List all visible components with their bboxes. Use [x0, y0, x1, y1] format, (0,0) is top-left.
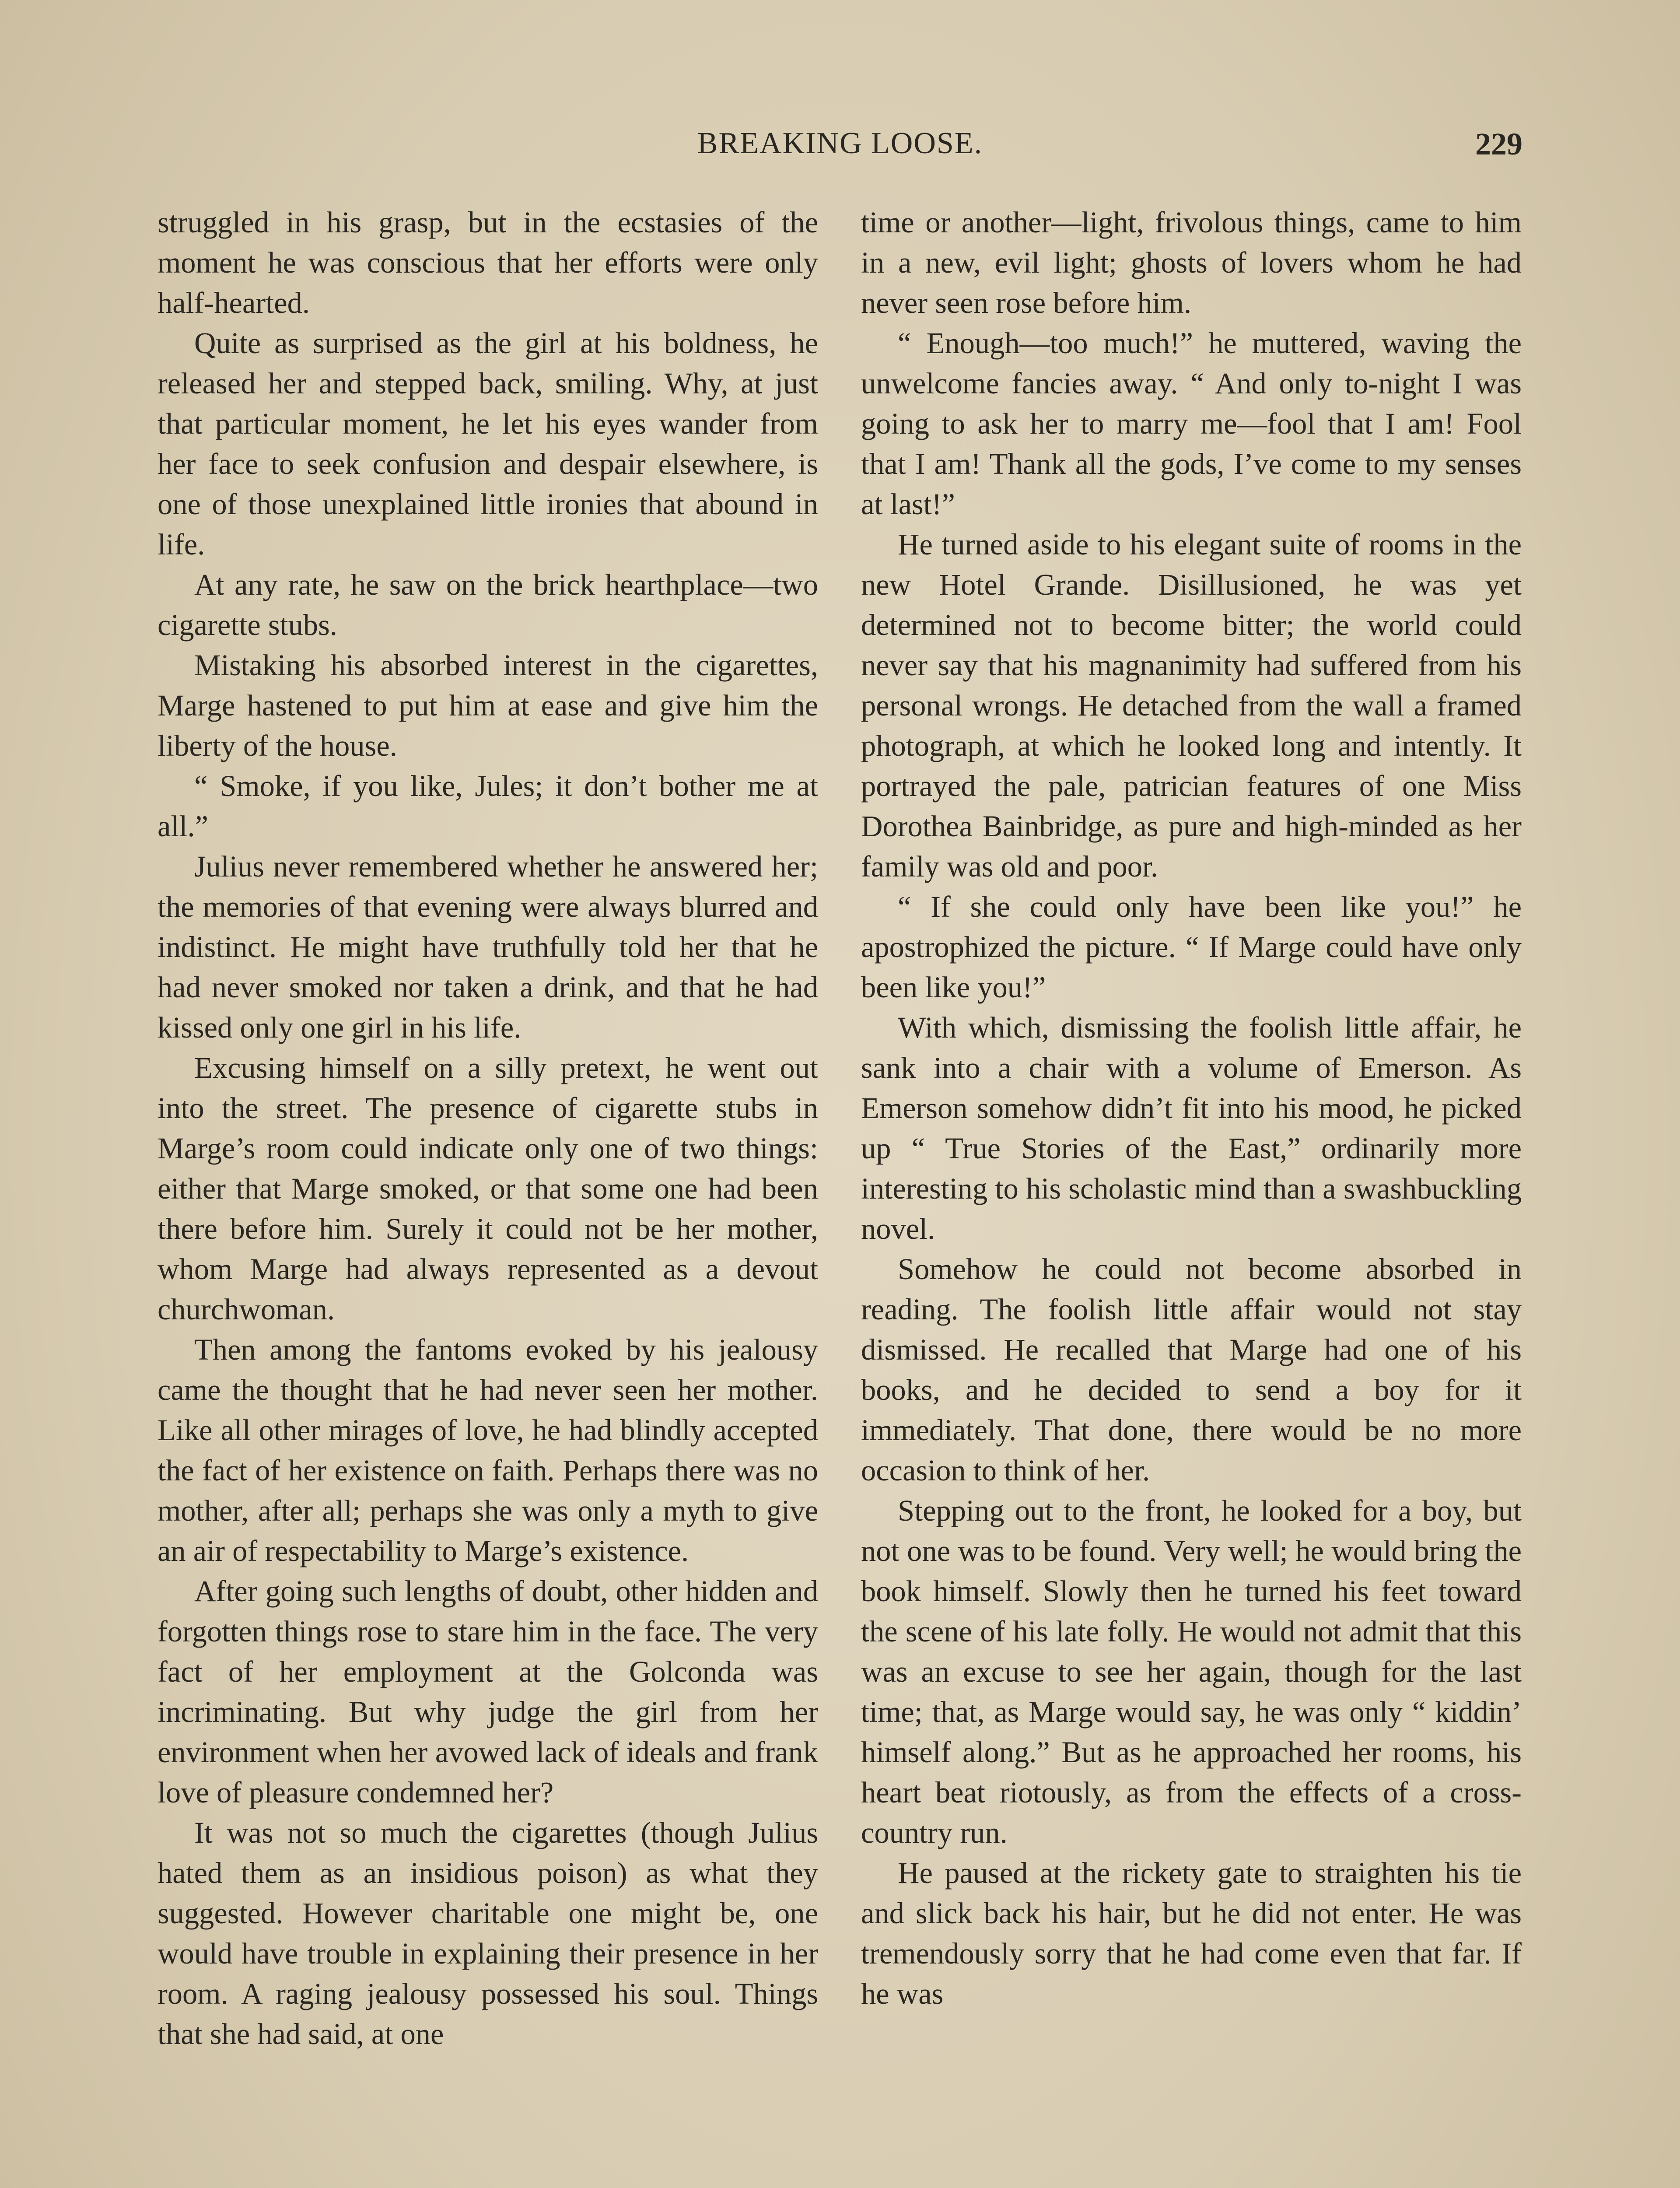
paragraph: “ Smoke, if you like, Jules; it don’t bother me at all.”: [158, 769, 818, 843]
paragraph: Somehow he could not become absorbed in reading. The foolish little affair would not stay dismissed. He recalled that Marge had one of his books, and he decided to send a boy for it immediately. That done, there would be no more occasion to think of her.: [861, 1252, 1522, 1487]
paragraph: At any rate, he saw on the brick hearthplace—two cigarette stubs.: [158, 568, 818, 642]
paragraph: He turned aside to his elegant suite of rooms in the new Hotel Grande. Disillusioned, he was yet determined not to become bitter; the world could never say that his magnanimity had suffered from his personal wrongs. He detached from the wall a framed photograph, at which he looked long and intently. It portrayed the pale, patrician features of one Miss Dorothea Bainbridge, as pure and high-minded as her family was old and poor.: [861, 528, 1522, 883]
paragraph: He paused at the rickety gate to straighten his tie and slick back his hair, but he did not enter. He was tremendously sorry that he had come even that far. If he was: [861, 1856, 1522, 2010]
paragraph: Julius never remembered whether he answered her; the memories of that evening were always blurred and indistinct. He might have truthfully told her that he had never smoked nor taken a drink, and that he had kissed only one girl in his life.: [158, 850, 818, 1044]
paragraph: Mistaking his absorbed interest in the cigarettes, Marge hastened to put him at ease and give him the liberty of the house.: [158, 649, 818, 762]
paragraph: time or another—light, frivolous things, came to him in a new, evil light; ghosts of lovers whom he had never seen rose before him.: [861, 206, 1522, 319]
right-column: [861, 202, 1522, 2014]
running-head: BREAKING LOOSE.: [697, 126, 983, 160]
paragraph: Excusing himself on a silly pretext, he went out into the street. The presence of cigarette stubs in Marge’s room could indicate only one of two things: either that Marge smoked, or that some one had been there before him. Surely it could not be her mother, whom Marge had always represented as a devout churchwoman.: [158, 1051, 818, 1326]
page-header: [158, 126, 1522, 179]
paragraph: Quite as surprised as the girl at his boldness, he released her and stepped back, smiling. Why, at just that particular moment, he let his eyes wander from her face to seek confusion and despair elsewhere, is one of those unexplained little ironies that abound in life.: [158, 326, 818, 561]
paragraph: Stepping out to the front, he looked for a boy, but not one was to be found. Very well; he would bring the book himself. Slowly then he turned his feet toward the scene of his late folly. He would not admit that this was an excuse to see her again, though for the last time; that, as Marge would say, he was only “ kiddin’ himself along.” But as he approached her rooms, his heart beat riotously, as from the effects of a cross-country run.: [861, 1494, 1522, 1849]
paragraph: “ Enough—too much!” he muttered, waving the unwelcome fancies away. “ And only to-night I was going to ask her to marry me—fool that I am! Fool that I am! Thank all the gods, I’ve come to my senses at last!”: [861, 326, 1522, 521]
paragraph: It was not so much the cigarettes (though Julius hated them as an insidious poison) as what they suggested. However charitable one might be, one would have trouble in explaining their presence in her room. A raging jealousy possessed his soul. Things that she had said, at one: [158, 1816, 818, 2051]
paragraph: After going such lengths of doubt, other hidden and forgotten things rose to stare him in the face. The very fact of her employment at the Golconda was incriminating. But why judge the girl from her environment when her avowed lack of ideals and frank love of pleasure condemned her?: [158, 1574, 818, 1809]
page-number: 229: [1475, 126, 1522, 161]
paragraph: Then among the fantoms evoked by his jealousy came the thought that he had never seen her mother. Like all other mirages of love, he had blindly accepted the fact of her existence on faith. Perhaps there was no mother, after all; perhaps she was only a myth to give an air of respectability to Marge’s existence.: [158, 1333, 818, 1567]
paragraph: With which, dismissing the foolish little affair, he sank into a chair with a volume of Emerson. As Emerson somehow didn’t fit into his mood, he picked up “ True Stories of the East,” ordinarily more interesting to his scholastic mind than a swashbuckling novel.: [861, 1011, 1522, 1245]
paragraph: struggled in his grasp, but in the ecstasies of the moment he was conscious that her efforts were only half-hearted.: [158, 206, 818, 319]
left-column: [158, 202, 818, 2054]
paragraph: “ If she could only have been like you!” he apostrophized the picture. “ If Marge could have only been like you!”: [861, 890, 1522, 1004]
